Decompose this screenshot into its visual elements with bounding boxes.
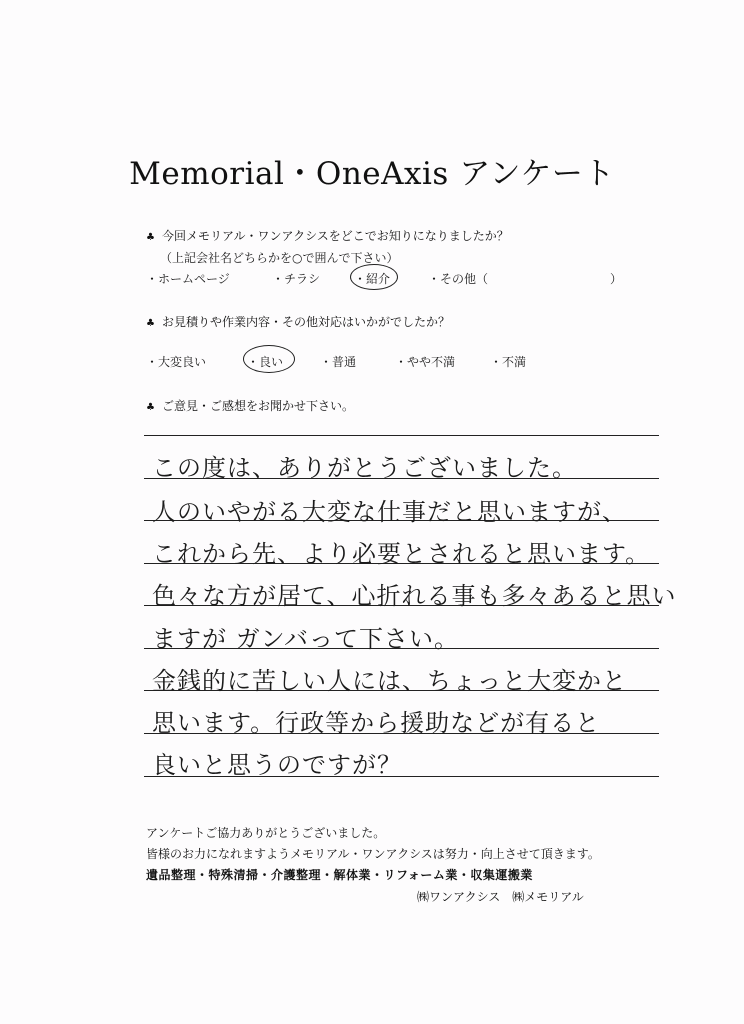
option-unsatisfied[interactable]: ・不満 bbox=[490, 355, 527, 369]
question-3-text: ご意見・ご感想をお聞かせ下さい。 bbox=[162, 399, 355, 413]
selection-circle bbox=[350, 264, 398, 290]
option-flyer[interactable]: ・チラシ bbox=[272, 272, 321, 286]
page-title: Memorial・OneAxis アンケート bbox=[129, 156, 615, 192]
option-average[interactable]: ・普通 bbox=[320, 355, 357, 369]
question-3 bbox=[146, 397, 354, 414]
question-1 bbox=[146, 227, 509, 244]
handwritten-line: この度は、ありがとうございました。 bbox=[152, 454, 577, 482]
club-mark-icon: ♣ bbox=[146, 402, 155, 413]
footer-thanks: アンケートご協力ありがとうございました。 bbox=[146, 826, 386, 840]
option-referral[interactable]: ・紹介 bbox=[354, 272, 391, 286]
option-other-close-paren: ） bbox=[610, 272, 623, 286]
option-good[interactable]: ・良い bbox=[247, 355, 284, 369]
footer-companies: ㈱ワンアクシス ㈱メモリアル bbox=[417, 890, 584, 904]
selection-circle bbox=[243, 345, 295, 373]
option-very-good[interactable]: ・大変良い bbox=[146, 355, 207, 369]
handwritten-line: ますが ガンバって下さい。 bbox=[152, 625, 459, 653]
ruled-line bbox=[144, 435, 659, 436]
footer-commitment: 皆様のお力になれますようメモリアル・ワンアクシスは努力・向上させて頂きます。 bbox=[146, 847, 600, 861]
question-2-text: お見積りや作業内容・その他対応はいかがでしたか？ bbox=[162, 315, 451, 329]
footer-services: 遺品整理・特殊清掃・介護整理・解体業・リフォーム業・収集運搬業 bbox=[146, 868, 533, 882]
club-mark-icon: ♣ bbox=[146, 232, 155, 243]
question-1-note: （上記会社名どちらかを○で囲んで下さい） bbox=[160, 251, 399, 265]
handwritten-line: これから先、より必要とされると思います。 bbox=[152, 540, 651, 568]
option-other[interactable]: ・その他（ bbox=[428, 272, 489, 286]
option-homepage[interactable]: ・ホームページ bbox=[146, 272, 230, 286]
question-2 bbox=[146, 313, 450, 330]
handwritten-line: 思います。行政等から援助などが有ると bbox=[152, 709, 601, 737]
handwritten-line: 色々な方が居て、心折れる事も多々あると思い bbox=[152, 582, 677, 610]
handwritten-line: 金銭的に苦しい人には、ちょっと大変かと bbox=[152, 667, 627, 695]
question-1-text: 今回メモリアル・ワンアクシスをどこでお知りになりましたか？ bbox=[162, 229, 509, 243]
handwritten-line: 人のいやがる大変な仕事だと思いますが、 bbox=[152, 498, 627, 526]
handwritten-line: 良いと思うのですが？ bbox=[152, 751, 402, 779]
option-somewhat-unsatisfied[interactable]: ・やや不満 bbox=[395, 355, 456, 369]
club-mark-icon: ♣ bbox=[146, 318, 155, 329]
